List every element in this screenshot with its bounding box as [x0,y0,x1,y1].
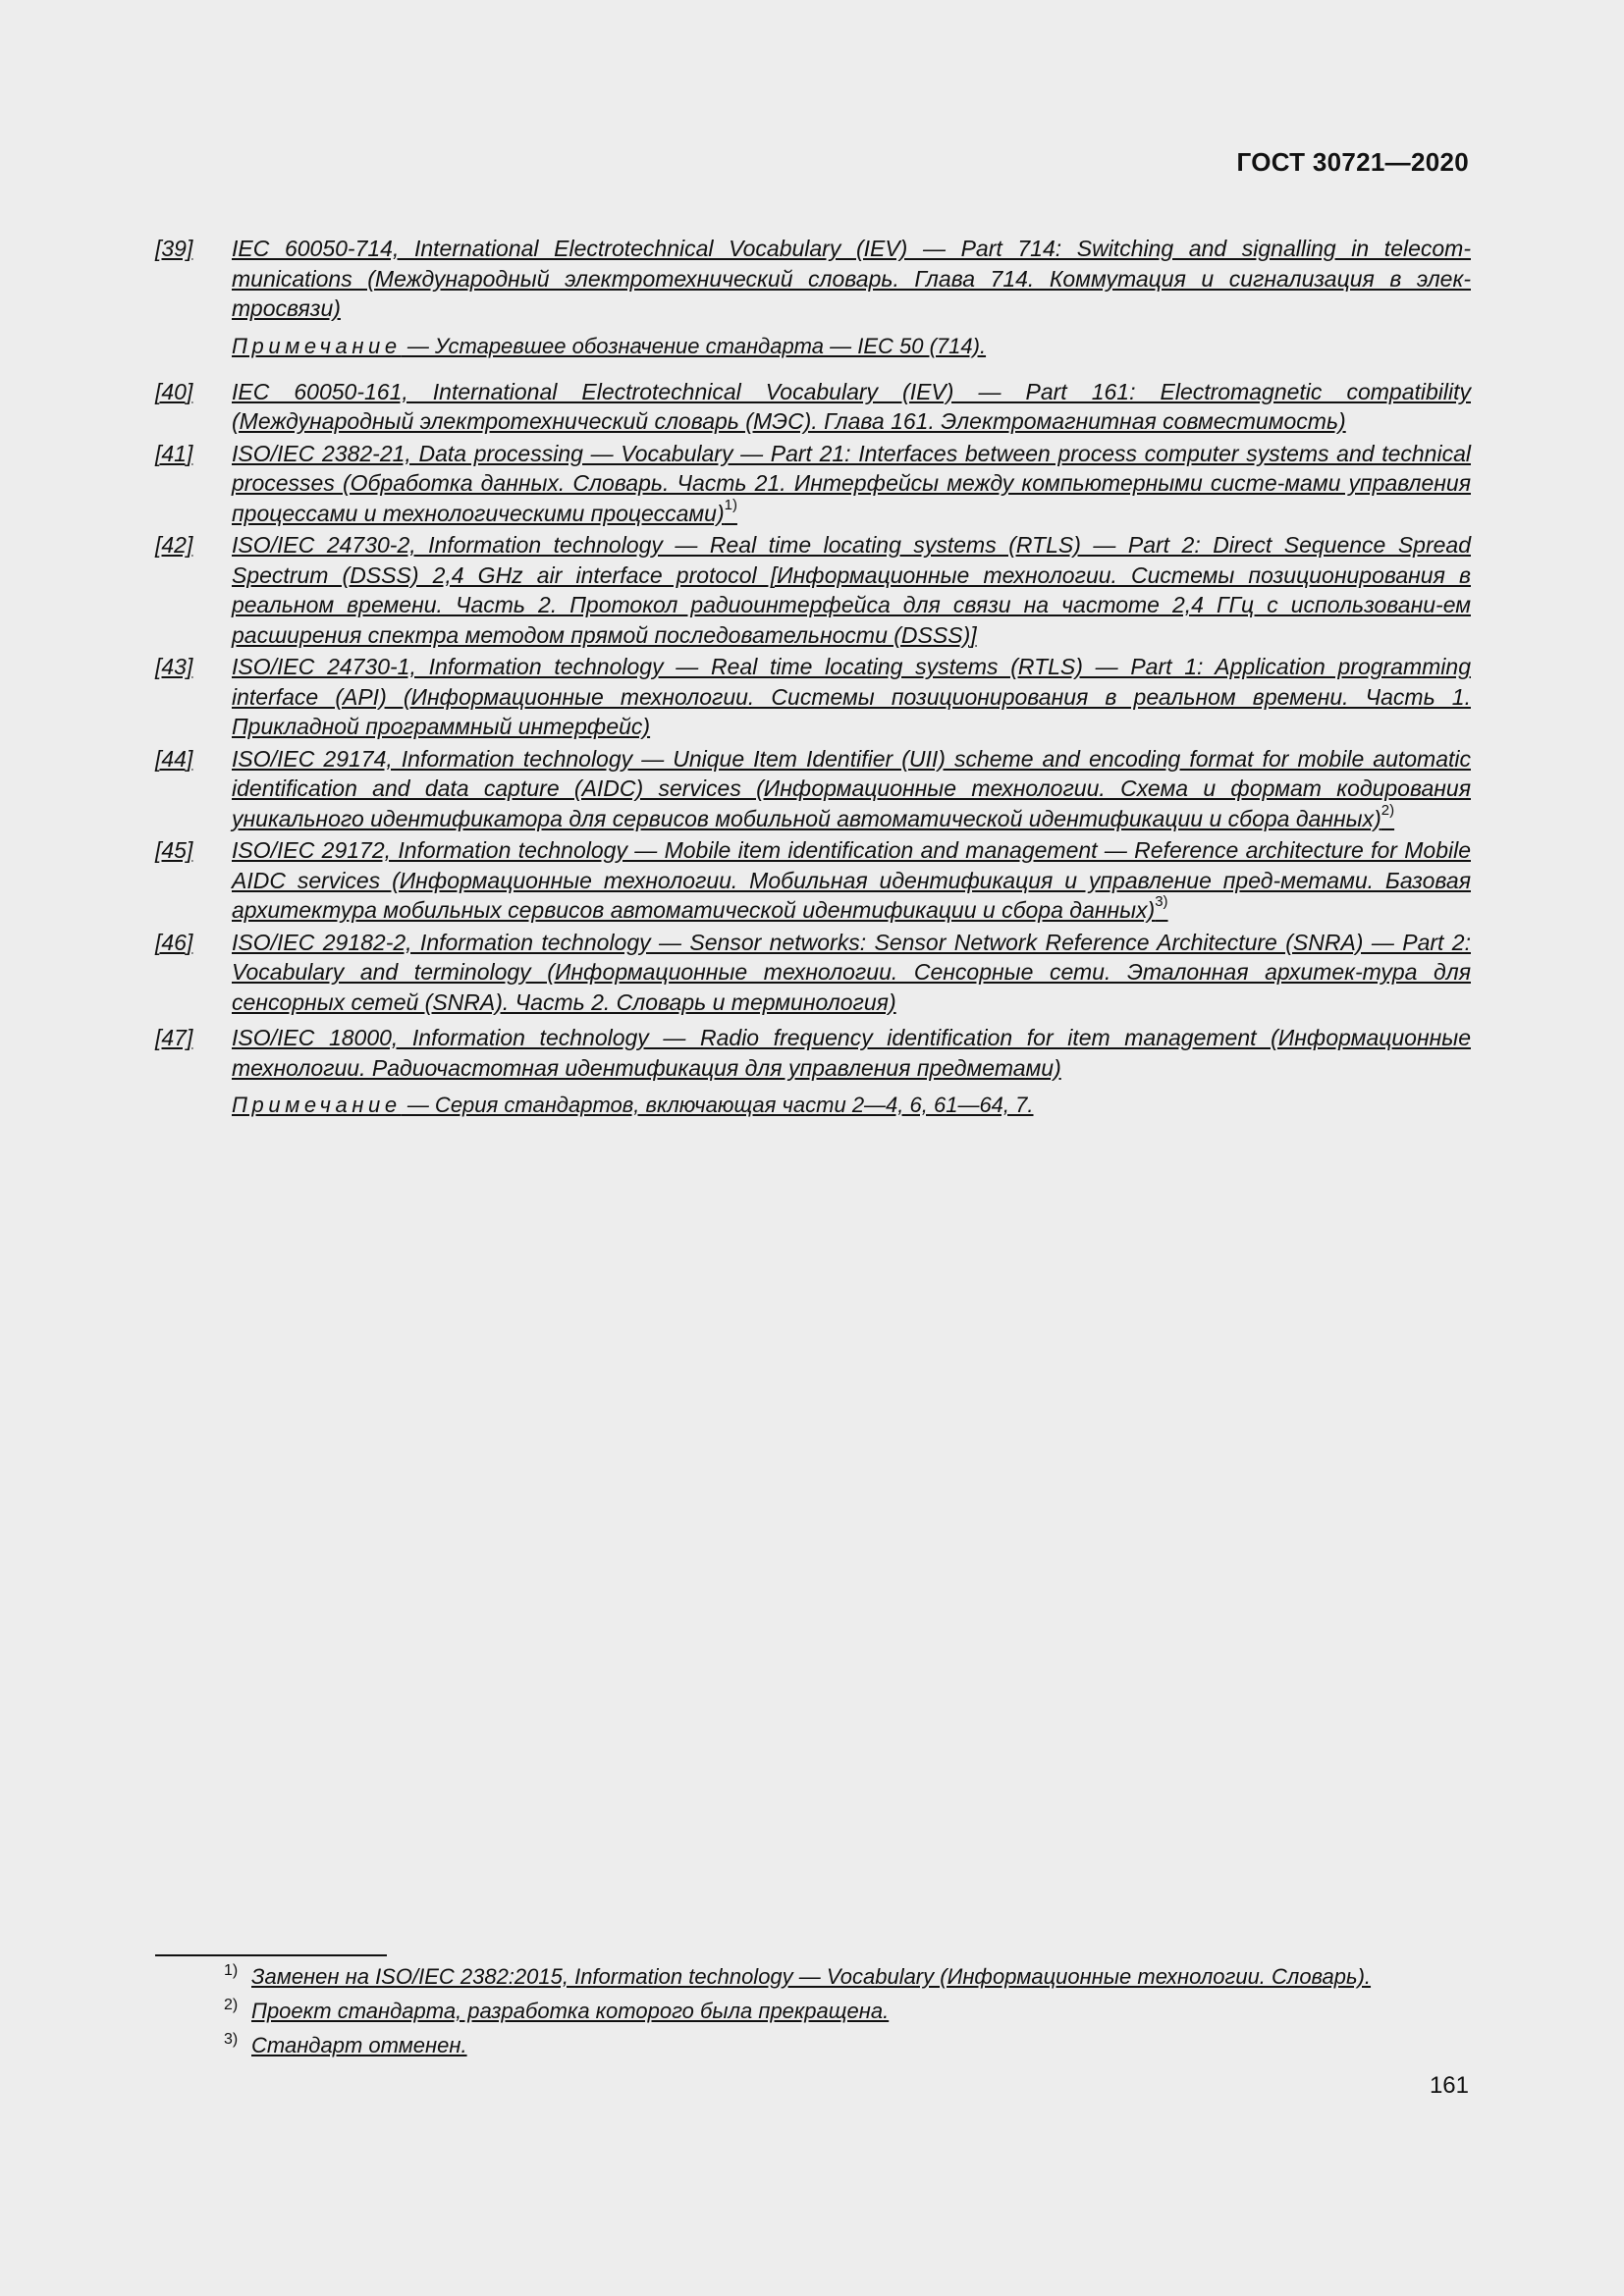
document-header-title: ГОСТ 30721—2020 [1236,147,1469,177]
reference-item [155,377,1471,437]
footnotes [224,1959,1471,2062]
reference-item [155,928,1471,1018]
reference-item [155,652,1471,742]
footnote-item [224,1994,1471,2028]
reference-number: [42] [155,532,193,558]
note-text: — Устаревшее обозначение стандарта — IEC 50 (714). [401,333,987,358]
footnote-reference: 1) [724,496,737,513]
note-label: Примечание [232,1093,402,1117]
reference-body [232,377,1471,437]
reference-note [232,1091,1471,1120]
reference-text: ISO/IEC 24730-1, Information technology — Real time locating systems (RTLS) — Part 1: Application programming interface (API) (Информационные технологии. Системы позиционирования в реальном времени. Часть 1. Прикладной программный интерфейс) [232,654,1471,739]
reference-body [232,652,1471,742]
footnote-mark: 2) [224,1997,239,2013]
reference-text: ISO/IEC 18000, Information technology — Radio frequency identification for item management (Информационные технологии. Радиочастотная идентификация для управления предметами) [232,1025,1471,1081]
reference-number: [44] [155,745,193,772]
reference-text: IEC 60050-161, International Electrotechnical Vocabulary (IEV) — Part 161: Electromagnetic compatibility (Международный электротехнический словарь (МЭС). Глава 161. Электромагнитная совместимость) [232,378,1471,434]
page-number: 161 [1429,2072,1469,2099]
footnote-mark: 3) [224,2031,239,2048]
reference-body [232,744,1471,834]
footnote-text: Заменен на ISO/IEC 2382:2015, Information technology — Vocabulary (Информационные технологии. Словарь). [251,1964,1372,1989]
reference-text: ISO/IEC 29182-2, Information technology — Sensor networks: Sensor Network Reference Architecture (SNRA) — Part 2: Vocabulary and terminology (Информационные технологии. Сенсорные сети. Эталонная архитек-тура для сенсорных сетей (SNRA). Часть 2. Словарь и терминология) [232,929,1471,1015]
reference-number: [43] [155,654,193,679]
reference-body [232,928,1471,1018]
footnote-text: Проект стандарта, разработка которого была прекращена. [251,1999,890,2023]
reference-note [232,332,1471,361]
footnote-item [224,2028,1471,2062]
reference-number: [39] [155,236,193,261]
bibliography-list [155,234,1471,1136]
reference-item [155,439,1471,529]
reference-body [232,234,1471,375]
reference-number: [46] [155,929,193,955]
reference-item [155,744,1471,834]
reference-number: [41] [155,440,193,466]
reference-item [155,530,1471,650]
reference-text: ISO/IEC 24730-2, Information technology — Real time locating systems (RTLS) — Part 2: Direct Sequence Spread Spectrum (DSSS) 2,4 GHz air interface protocol [Информационные технологии. Системы позиционирования в реальном времени. Часть 2. Протокол радиоинтерфейса для связи на частоте 2,4 ГГц с использовани-ем расширения спектра методом прямой последовательности (DSSS)] [232,532,1471,648]
reference-text: IEC 60050-714, International Electrotechnical Vocabulary (IEV) — Part 714: Switching and signalling in telecom-munications (Международный электротехнический словарь. Глава 714. Коммутация и сигнализация в элек-тросвязи) [232,236,1471,321]
reference-item [155,234,1471,375]
footnote-reference: 3) [1155,893,1168,911]
note-text: — Серия стандартов, включающая части 2—4, 6, 61—64, 7. [401,1093,1034,1117]
reference-body [232,835,1471,926]
reference-text: ISO/IEC 29172, Information technology — Mobile item identification and management — Reference architecture for Mobile AIDC services (Информационные технологии. Мобильная идентификация и управление пред-метами. Базовая архитектура мобильных сервисов автоматической идентификации и сбора данных)$^{3)}$ [232,837,1471,923]
reference-item [155,1023,1471,1134]
reference-body [232,1023,1471,1134]
note-label: Примечание [232,333,402,358]
reference-text: ISO/IEC 2382-21, Data processing — Vocabulary — Part 21: Interfaces between process computer systems and technical processes (Обработка данных. Словарь. Часть 21. Интерфейсы между компьютерными систе-мами управления процессами и технологическими процессами)$^{1)}$ [232,440,1471,526]
footnote-separator [155,1954,387,1956]
footnote-text: Стандарт отменен. [251,2033,467,2057]
reference-number: [40] [155,378,193,404]
reference-number: [45] [155,837,193,863]
footnote-reference: 2) [1380,801,1395,819]
reference-body [232,439,1471,529]
reference-text: ISO/IEC 29174, Information technology — Unique Item Identifier (UII) scheme and encoding format for mobile automatic identification and data capture (AIDC) services (Информационные технологии. Схема и формат кодирования уникального идентификатора для сервисов мобильной автоматической идентификации и сбора данных)$^{2)}$ [232,745,1471,831]
reference-body [232,530,1471,650]
footnote-mark: 1) [224,1962,239,1979]
reference-item [155,835,1471,926]
reference-number: [47] [155,1025,193,1050]
footnote-item [224,1959,1471,1994]
